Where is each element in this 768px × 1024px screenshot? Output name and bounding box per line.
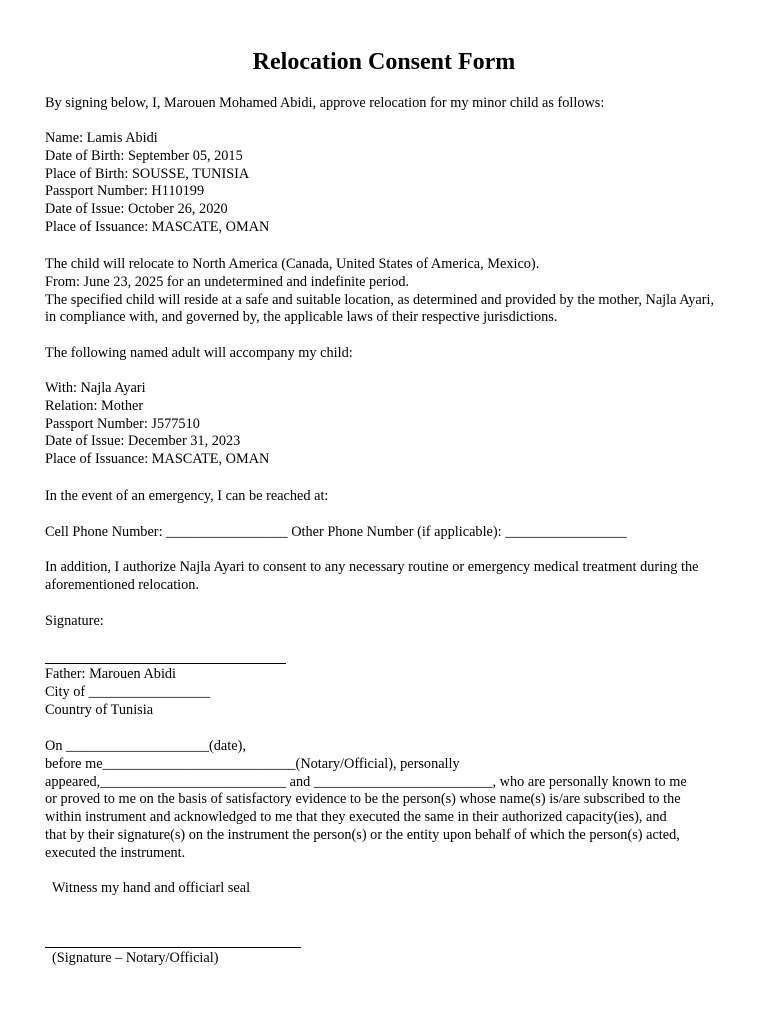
phone-numbers [45, 524, 725, 542]
notary-line-5: within instrument and acknowledged to me that they executed the same in their authorized capacity(ies), and [45, 809, 667, 826]
accompany-intro-text: The following named adult will accompany my child: [45, 345, 353, 361]
notary-signature-block [52, 950, 732, 968]
notary-line-1: On ____________________(date), [45, 738, 246, 754]
notary-line-2: before me___________________________(Notary/Official), personally [45, 755, 460, 772]
child-pob: Place of Birth: SOUSSE, TUNISIA [45, 165, 250, 182]
child-name: Name: Lamis Abidi [45, 130, 158, 146]
adult-with: With: Najla Ayari [45, 380, 146, 396]
child-dob: Date of Birth: September 05, 2015 [45, 147, 243, 164]
emergency-intro-text: In the event of an emergency, I can be reached at: [45, 488, 329, 504]
form-title: Relocation Consent Form [252, 49, 516, 75]
child-details [45, 130, 725, 237]
witness-block [52, 880, 732, 898]
father-country: Country of Tunisia [45, 701, 154, 718]
notary-acknowledgment [45, 738, 725, 863]
father-name: Father: Marouen Abidi [45, 666, 177, 682]
signature-label-block [45, 613, 725, 631]
notary-line-6: that by their signature(s) on the instrument the person(s) or the entity upon behalf of which the person(s) acted, [45, 826, 680, 843]
relocation-period: From: June 23, 2025 for an undetermined and indefinite period. [45, 273, 410, 290]
child-passport: Passport Number: H110199 [45, 183, 205, 200]
child-issue-date: Date of Issue: October 26, 2020 [45, 201, 228, 218]
intro-paragraph [45, 95, 725, 113]
adult-relation: Relation: Mother [45, 397, 144, 414]
medical-text: In addition, I authorize Najla Ayari to consent to any necessary routine or emergency medical treatment during the aforementioned relocation. [45, 559, 699, 593]
adult-issue-date: Date of Issue: December 31, 2023 [45, 433, 241, 450]
emergency-intro [45, 488, 725, 506]
relocation-residence: The specified child will reside at a safe and suitable location, as determined and provided by the mother, Najla Ayari, in compliance with, and governed by, the applicable laws of their respective jurisdictions. [45, 291, 715, 326]
adult-issue-place: Place of Issuance: MASCATE, OMAN [45, 451, 270, 468]
relocation-destination: The child will relocate to North America (Canada, United States of America, Mexico). [45, 256, 540, 272]
intro-text: By signing below, I, Marouen Mohamed Abidi, approve relocation for my minor child as follows: [45, 95, 605, 111]
father-details [45, 666, 725, 719]
adult-passport: Passport Number: J577510 [45, 415, 200, 432]
medical-authorization [45, 559, 725, 595]
accompany-intro [45, 345, 725, 363]
father-city: City of _________________ [45, 683, 211, 700]
relocation-details [45, 256, 725, 327]
notary-signature-label: (Signature – Notary/Official) [52, 950, 219, 966]
witness-text: Witness my hand and officiarl seal [52, 880, 251, 896]
notary-line-7: executed the instrument. [45, 844, 186, 861]
notary-line-3: appeared,__________________________ and _________________________, who are personally known to me [45, 773, 687, 790]
child-issue-place: Place of Issuance: MASCATE, OMAN [45, 218, 270, 235]
phone-fields: Cell Phone Number: _________________ Other Phone Number (if applicable): _________________ [45, 524, 627, 540]
notary-line-4: or proved to me on the basis of satisfactory evidence to be the person(s) whose name(s) is/are subscribed to the [45, 791, 681, 808]
father-signature-line [45, 663, 286, 664]
notary-signature-line [45, 947, 301, 948]
signature-label: Signature: [45, 613, 104, 629]
adult-details [45, 380, 725, 469]
